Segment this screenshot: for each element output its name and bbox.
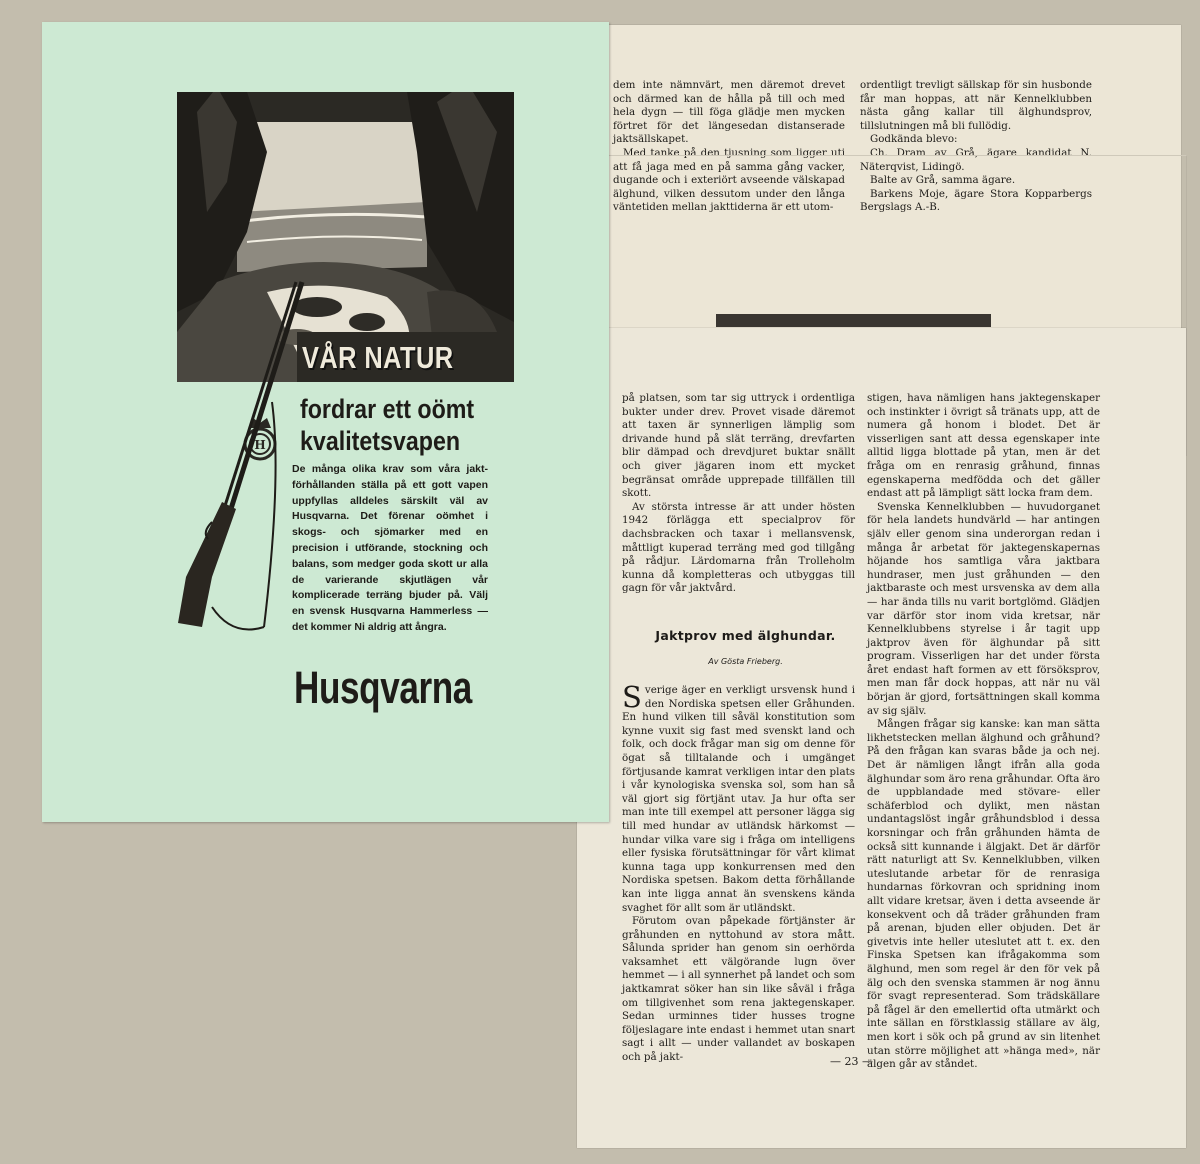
page-number: — 23 — bbox=[830, 1055, 873, 1068]
ad-body-text: De många olika krav som våra jakt-förhållanden ställa på ett gott vapen uppfyllas alldeles särskilt väl av Husqvarna. Det förenar oömhet i skogs- och sjömarker med en precision i utförande, stockning och balans, som medger goda skott ur alla de varierande skjutlägen vår komplicerade terräng bjuder på. Välj en svensk Husqvarna Hammerless — det kommer Ni aldrig att ångra. bbox=[292, 463, 488, 633]
ad-headline-line1: fordrar ett oömt bbox=[300, 394, 475, 424]
article-title: Jaktprov med älghundar. bbox=[655, 628, 836, 643]
right-para3: Mången frågar sig kanske: kan man sätta likhetstecken mellan älghund och gråhund? På den frågan kan svaras både ja och nej. Det är nämligen långt ifrån alla goda älghundar som äro rena gråhundar. Ofta äro de uppblandade med stövare- eller schäferblod och dylikt, men nästan undantagslöst ingår gråhundsblod i dessa korsningar och från gråhunden hämta de också sitt kunnande i älgjakt. Det är därför rätt naturligt att Sv. Kennelklubben, vilken uteslutande arbetar för de renrasiga hundarnas förkovran och spridning inom allt vidare kretsar, även i detta avseende är konsekvent och då träder gråhunden fram på arenan, bjuden eller objuden. Det är givetvis inte heller uteslutet att t. ex. den Finska Spetsen kan ifrågakomma som älghund, men som regel är den för vek på älg och den svenska stammen är nog ännu för svagt representerad. Som trädskällare på fågel är den emellertid ofta utmärkt och inte sällan en förstklassig ställare av älg, men kort i sök och på grund av sin litenhet utan större möjlighet att »hänga med», när älgen går av ståndet. bbox=[867, 718, 1100, 1071]
article-para1 bbox=[622, 680, 855, 915]
approved-item: Ch. Dram av Grå, ägare kandidat N. Näterqvist, Lidingö. bbox=[860, 146, 1092, 173]
top-col1-para1: dem inte nämnvärt, men däremot drevet och därmed kan de hålla på till och med hela dygn — till föga glädje men mycken förtret för det längesedan distanserade jaktsällskapet. bbox=[613, 79, 845, 146]
top-col1-para2: Med tanke på den tjusning som ligger uti att få jaga med en på samma gång vacker, dugande och i exteriört avseende välskapad älghund, vilken dessutom under den långa väntetiden mellan jakttiderna är ett utom- bbox=[613, 146, 845, 214]
drop-cap: S bbox=[622, 680, 642, 714]
main-left-para1: på platsen, som tar sig uttryck i ordentliga bukter under drev. Provet visade däremot att taxen är synnerligen lämplig som drivande hund på slät terräng, drevfarten blir dämpad och drevdjuret buktar snällt och giver jägaren inom ett mycket begränsat område upprepade tillfällen till skott. bbox=[622, 392, 855, 500]
article-byline: Av Gösta Frieberg. bbox=[708, 657, 783, 666]
right-para1: stigen, hava nämligen hans jaktegenskaper och instinkter i övrigt så tränats upp, att de numera gå honom i blodet. Det är visserligen sant att dessa egenskaper inte alltid ligga blottade på ytan, men är det fråga om en renrasig gråhund, finnas egenskaperna medfödda och det gäller endast att på lämpligt sätt locka fram dem. bbox=[867, 392, 1100, 500]
approved-item: Balte av Grå, samma ägare. bbox=[870, 174, 1016, 187]
main-right-column bbox=[867, 392, 1100, 1072]
husqvarna-logo: Husqvarna bbox=[294, 662, 472, 713]
approved-item: Barkens Moje, ägare Stora Kopparbergs Bergslags A.-B. bbox=[860, 187, 1092, 214]
article-para1-text: verige äger en verkligt ursvensk hund i den Nordiska spetsen eller Gråhunden. En hund vilken till såväl konstitution som kynne vuxit sig fast med svenskt land och folk, och dock frågar man sig om denne för ögat så tilltalande och i umgänget förtjusande kamrat verkligen intar den plats i vår kynologiska svenska sol, som han så väl gjort sig förtjänt utav. Ja hur ofta ser man inte till exempel att personer lägga sig till med hundar av utländsk härkomst — hundar vilka vare sig i fråga om intelligens eller fysiska förutsättningar för vårt klimat kunna taga upp konkurrensen med den Nordiska spetsen. Bakom detta förhållande kan inte ligga annat än svenskens kända svaghet för allt som är utländskt. bbox=[622, 684, 855, 914]
main-left-column-body bbox=[622, 680, 855, 1065]
approved-heading: Godkända blevo: bbox=[870, 133, 958, 146]
ad-headline-line2: kvalitetsvapen bbox=[300, 426, 461, 456]
main-left-column-top bbox=[622, 392, 855, 596]
page-edge-strip bbox=[716, 314, 991, 327]
svg-text:H: H bbox=[254, 438, 266, 452]
advertisement-page bbox=[42, 22, 609, 822]
right-para2: Svenska Kennelklubben — huvudorganet för hela landets hundvärld — har antingen själv eller genom sina underorgan redan i många år arbetat för jaktegenskapernas höjande hos samtliga våra jaktbara hundraser, men just gråhunden — den jaktbaraste och mest ursvenska av dem alla — har ända tills nu varit bortglömd. Glädjen var därför stor inom vida kretsar, när Kennelklubbens styrelse i år tagit upp jaktprov även för älghundar på sitt program. Visserligen har det under första året endast haft formen av ett försöksprov, men man får dock hoppas, att när nu väl början är gjord, fortsättningen skall komma av sig själv. bbox=[867, 500, 1100, 717]
shotgun-illustration bbox=[172, 277, 312, 637]
ad-banner: VÅR NATUR bbox=[302, 340, 454, 375]
article-para2: Förutom ovan påpekade förtjänster är gråhunden en nyttohund av stora mått. Sålunda sprider han genom sin oerhörda vaksamhet ett välgörande lugn över hemmet — i all synnerhet på landet och som jaktkamrat söker han sin like såväl i fråga om tillgivenhet som rena jaktegenskaper. Sedan urminnes tider husses trogne följeslagare inte endast i hemmet utan snart sagt i allt — under vallandet av boskapen och på jakt- bbox=[622, 915, 855, 1064]
top-col2-para1: ordentligt trevligt sällskap för sin husbonde får man hoppas, att när Kennelklubben nästa gång kallar till älghundsprov, tillslutningen må bli fullödig. bbox=[860, 79, 1092, 132]
main-left-para2: Av största intresse är att under hösten 1942 förlägga ett specialprov för dachsbracken och taxar i mellansvensk, måttligt kuperad terräng med god tillgång på rådjur. Lärdomarna från Trolleholm kunna då kompletteras och utbyggas till gagn för vår jaktvård. bbox=[622, 500, 855, 595]
